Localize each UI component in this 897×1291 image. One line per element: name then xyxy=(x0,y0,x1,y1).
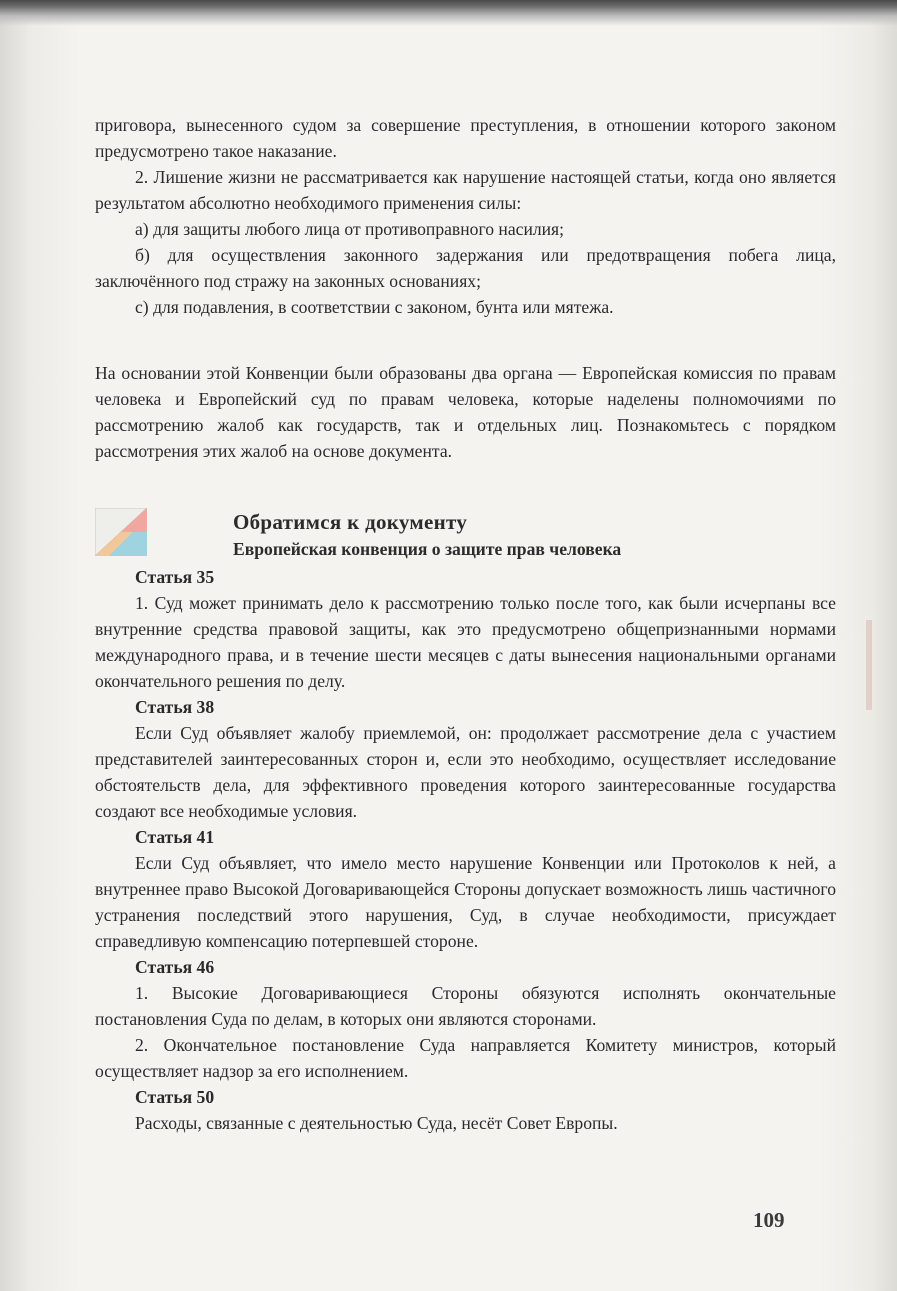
margin-mark xyxy=(866,620,872,710)
intro-item-a: а) для защиты любого лица от противоправного насилия; xyxy=(135,219,565,239)
article-title: Статья 50 xyxy=(135,1087,215,1107)
document-section-heading: Обратимся к документу xyxy=(233,510,468,534)
intro-paragraph-2: 2. Лишение жизни не рассматривается как нарушение настоящей статьи, когда оно является результатом абсолютно необходимого применения силы: xyxy=(95,167,836,213)
article-paragraph: Если Суд объявляет жалобу приемлемой, он: продолжает рассмотрение дела с участием представителей заинтересованных сторон и, если это необходимо, осуществляет исследование обстоятельств дела, для эффективного проведения которого заинтересованные государства создают все необходимые условия. xyxy=(95,723,836,821)
document-triangle-icon xyxy=(95,508,147,556)
article-title: Статья 46 xyxy=(135,957,215,977)
article-paragraph: 1. Суд может принимать дело к рассмотрению только после того, как были исчерпаны все внутренние средства правовой защиты, как это предусмотрено общепризнанными нормами международного права, и в течение шести месяцев с даты вынесения национальными органами окончательного решения по делу. xyxy=(95,593,836,691)
article-title: Статья 41 xyxy=(135,827,215,847)
articles-block xyxy=(95,564,836,1136)
article-paragraph: Если Суд объявляет, что имело место нарушение Конвенции или Протоколов к ней, а внутреннее право Высокой Договаривающейся Стороны допускает возможность лишь частичного устранения последствий этого нарушения, Суд, в случае необходимости, присуждает справедливую компенсацию потерпевшей стороне. xyxy=(95,853,836,951)
article-title: Статья 35 xyxy=(135,567,215,587)
article-paragraph: 2. Окончательное постановление Суда направляется Комитету министров, который осуществляет надзор за его исполнением. xyxy=(95,1035,836,1081)
intro-paragraph-1: приговора, вынесенного судом за совершение преступления, в отношении которого законом предусмотрено такое наказание. xyxy=(95,115,836,161)
intro-block xyxy=(95,112,836,320)
page-number: 109 xyxy=(753,1208,785,1232)
body-paragraph: На основании этой Конвенции были образованы два органа — Европейская комиссия по правам человека и Европейский суд по правам человека, которые наделены полномочиями по рассмотрению жалоб как государств, так и отдельных лиц. Познакомьтесь с порядком рассмотрения этих жалоб на основе документа. xyxy=(95,363,836,461)
intro-item-b: б) для осуществления законного задержания или предотвращения побега лица, заключённого под стражу на законных основаниях; xyxy=(95,245,836,291)
scan-edge-shadow xyxy=(0,0,897,26)
article-title: Статья 38 xyxy=(135,697,215,717)
article-paragraph: Расходы, связанные с деятельностью Суда, несёт Совет Европы. xyxy=(135,1113,618,1133)
body-block xyxy=(95,360,836,464)
intro-item-c: с) для подавления, в соответствии с законом, бунта или мятежа. xyxy=(135,297,614,317)
document-section-subheading: Европейская конвенция о защите прав человека xyxy=(233,539,622,559)
article-paragraph: 1. Высокие Договаривающиеся Стороны обязуются исполнять окончательные постановления Суда по делам, в которых они являются сторонами. xyxy=(95,983,836,1029)
